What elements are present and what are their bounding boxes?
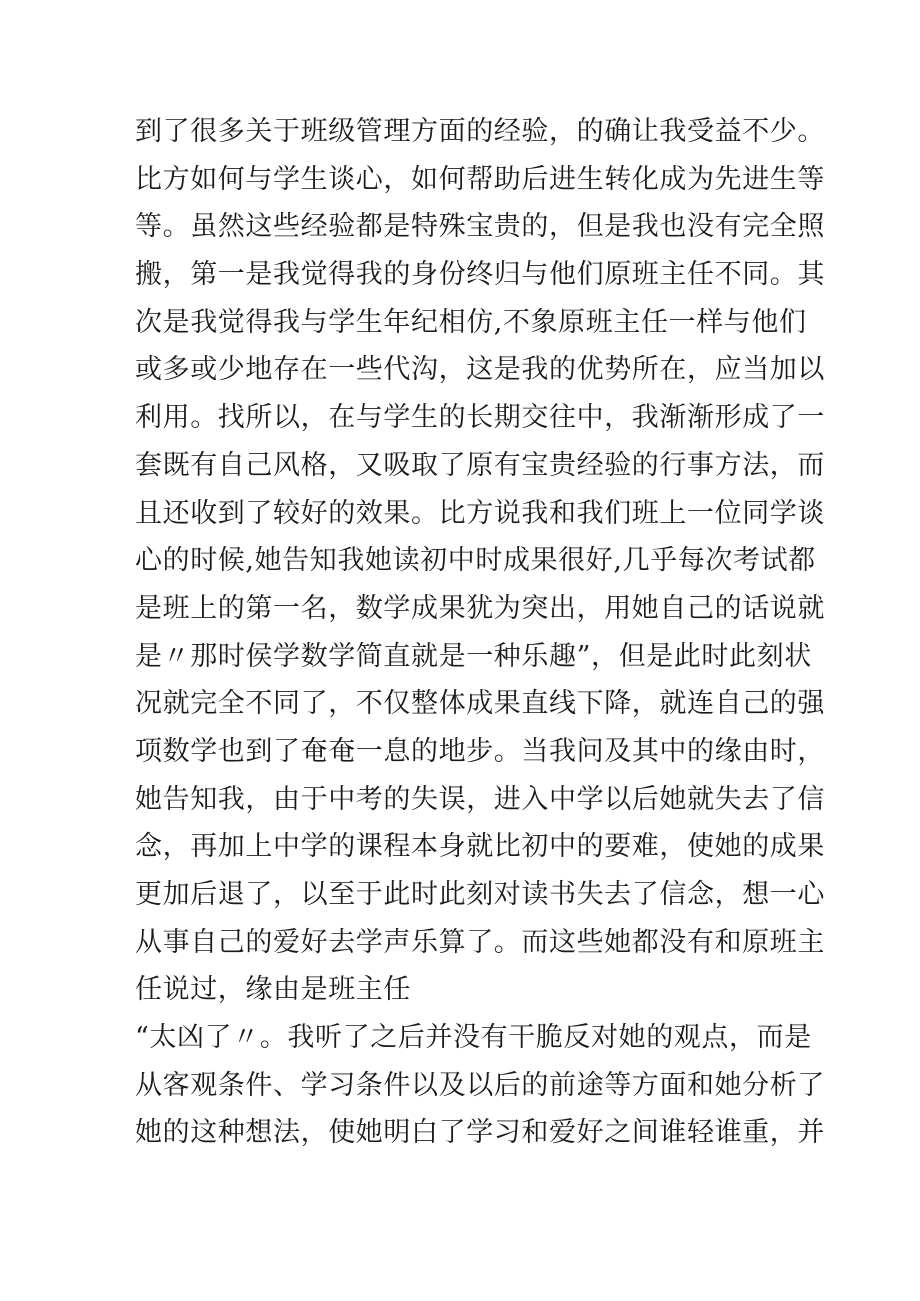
text-line: 她的这种想法，使她明白了学习和爱好之间谁轻谁重，并: [135, 1117, 825, 1149]
text-line: 到了很多关于班级管理方面的经验，的确让我受益不少。: [135, 116, 825, 147]
text-line: 是班上的第一名，数学成果犹为突出，用她自己的话说就: [135, 592, 825, 624]
text-line: 她告知我，由于中考的失误，进入中学以后她就失去了信: [135, 783, 825, 815]
text-line: 从客观条件、学习条件以及以后的前途等方面和她分析了: [135, 1069, 825, 1101]
text-line: “太凶了〃。我听了之后并没有干脆反对她的观点，而是: [135, 1022, 812, 1054]
text-line: 套既有自己风格，又吸取了原有宝贵经验的行事方法，而: [135, 449, 825, 481]
text-line: 项数学也到了奄奄一息的地步。当我问及其中的缘由时，: [135, 735, 825, 767]
text-line: 是〃那时侯学数学简直就是一种乐趣”，但是此时此刻状: [135, 640, 812, 672]
text-line: 等。虽然这些经验都是特殊宝贵的，但是我也没有完全照: [135, 211, 825, 243]
text-line: 念，再加上中学的课程本身就比初中的要难，使她的成果: [135, 831, 825, 863]
text-line: 任说过，缘由是班主任: [135, 974, 411, 1006]
text-line: 从事自己的爱好去学声乐算了。而这些她都没有和原班主: [135, 926, 825, 958]
text-line: 况就完全不同了，不仅整体成果直线下降，就连自己的强: [135, 688, 825, 720]
text-line: 更加后退了，以至于此时此刻对读书失去了信念，想一心: [135, 879, 825, 910]
text-line: 搬，第一是我觉得我的身份终归与他们原班主任不同。其: [135, 259, 825, 291]
text-line: 比方如何与学生谈心，如何帮助后进生转化成为先进生等: [135, 163, 825, 195]
text-line: 且还收到了较好的效果。比方说我和我们班上一位同学谈: [135, 497, 825, 529]
text-line: 利用。找所以，在与学生的长期交往中，我渐渐形成了一: [135, 402, 825, 434]
text-line: 心的时候,她告知我她读初中时成果很好,几乎每次考试都: [135, 545, 816, 577]
text-line: 次是我觉得我与学生年纪相仿,不象原班主任一样与他们: [135, 306, 807, 338]
body-text: [135, 108, 825, 1157]
text-line: 或多或少地存在一些代沟，这是我的优势所在，应当加以: [135, 354, 825, 386]
